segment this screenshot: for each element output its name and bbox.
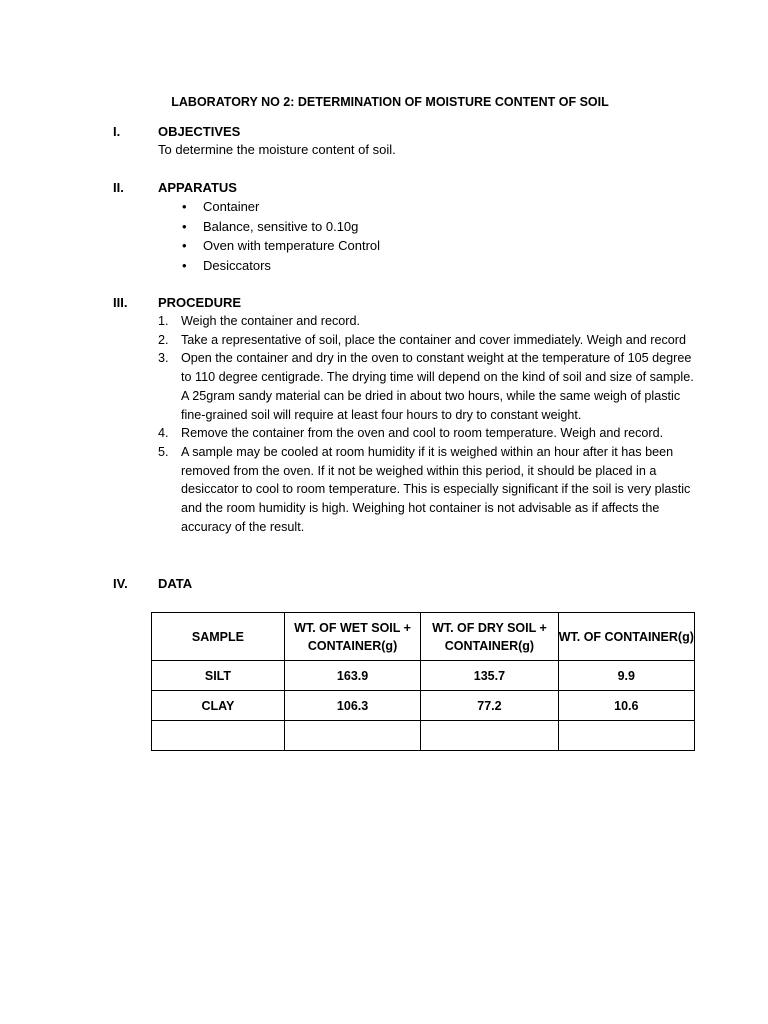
step-number: 4. [158, 426, 169, 441]
table-cell [284, 721, 420, 751]
list-item [158, 331, 698, 350]
column-header-sample: SAMPLE [152, 613, 285, 661]
bullet-icon: • [182, 257, 187, 273]
step-text: A sample may be cooled at room humidity if it is weighed within an hour after it has been removed from the oven. If it not be weighed within this period, it should be placed in a desiccator to cool to room temperature. This is especially significant if the soil is very plastic and the room humidity is high. Weighing hot container is not advisable as if affects the accuracy of the result. [181, 444, 691, 534]
bullet-icon: • [182, 199, 187, 214]
table-cell: 135.7 [421, 661, 558, 691]
table-cell: 106.3 [284, 691, 420, 721]
table-cell: 9.9 [558, 661, 694, 691]
section-number-apparatus: II. [113, 180, 124, 195]
document-title: LABORATORY NO 2: DETERMINATION OF MOISTURE CONTENT OF SOIL [171, 95, 609, 109]
table-cell: 77.2 [421, 691, 558, 721]
apparatus-item: Desiccators [203, 257, 271, 273]
table-row [152, 691, 695, 721]
table-cell [152, 721, 285, 751]
procedure-list [158, 312, 698, 536]
objectives-text: To determine the moisture content of soil. [158, 142, 396, 157]
apparatus-list [158, 197, 380, 275]
step-text: Weigh the container and record. [181, 314, 360, 328]
list-item [158, 217, 380, 237]
list-item [158, 197, 380, 217]
section-heading-procedure: PROCEDURE [158, 295, 242, 310]
list-item [158, 312, 698, 331]
step-text: Open the container and dry in the oven to constant weight at the temperature of 105 degree to 110 degree centigrade. The drying time will depend on the kind of soil and size of sample. A 25gram sandy material can be dried in about two hours, while the same weigh of plastic fine-grained soil will require at least four hours to dry to constant weight. [181, 351, 694, 422]
list-item [158, 349, 698, 424]
apparatus-item: Balance, sensitive to 0.10g [203, 218, 359, 234]
section-number-data: IV. [113, 576, 128, 591]
bullet-icon: • [182, 218, 187, 234]
bullet-icon: • [182, 238, 187, 253]
section-number-procedure: III. [113, 295, 128, 310]
table-cell: CLAY [152, 691, 285, 721]
data-table [151, 612, 695, 751]
section-heading-objectives: OBJECTIVES [158, 124, 241, 139]
step-number: 5. [158, 444, 169, 459]
column-header-container: WT. OF CONTAINER(g) [558, 613, 694, 661]
list-item [158, 424, 698, 443]
list-item [158, 256, 380, 276]
table-row [152, 661, 695, 691]
step-number: 3. [158, 351, 169, 366]
apparatus-item: Container [203, 199, 260, 214]
step-number: 1. [158, 314, 169, 328]
step-text: Take a representative of soil, place the container and cover immediately. Weigh and record [181, 332, 686, 347]
section-heading-apparatus: APPARATUS [158, 180, 237, 195]
table-header-row [152, 613, 695, 661]
column-header-wet-soil: WT. OF WET SOIL + CONTAINER(g) [284, 613, 420, 661]
table-cell: SILT [152, 661, 285, 691]
table-row [152, 721, 695, 751]
table-cell [421, 721, 558, 751]
section-number-objectives: I. [113, 124, 121, 139]
list-item [158, 443, 698, 537]
list-item [158, 236, 380, 256]
table-cell [558, 721, 694, 751]
table-cell: 10.6 [558, 691, 694, 721]
table-cell: 163.9 [284, 661, 420, 691]
apparatus-item: Oven with temperature Control [203, 238, 381, 253]
section-heading-data: DATA [158, 576, 193, 591]
column-header-dry-soil: WT. OF DRY SOIL + CONTAINER(g) [421, 613, 558, 661]
step-number: 2. [158, 332, 169, 347]
step-text: Remove the container from the oven and cool to room temperature. Weigh and record. [181, 426, 664, 441]
